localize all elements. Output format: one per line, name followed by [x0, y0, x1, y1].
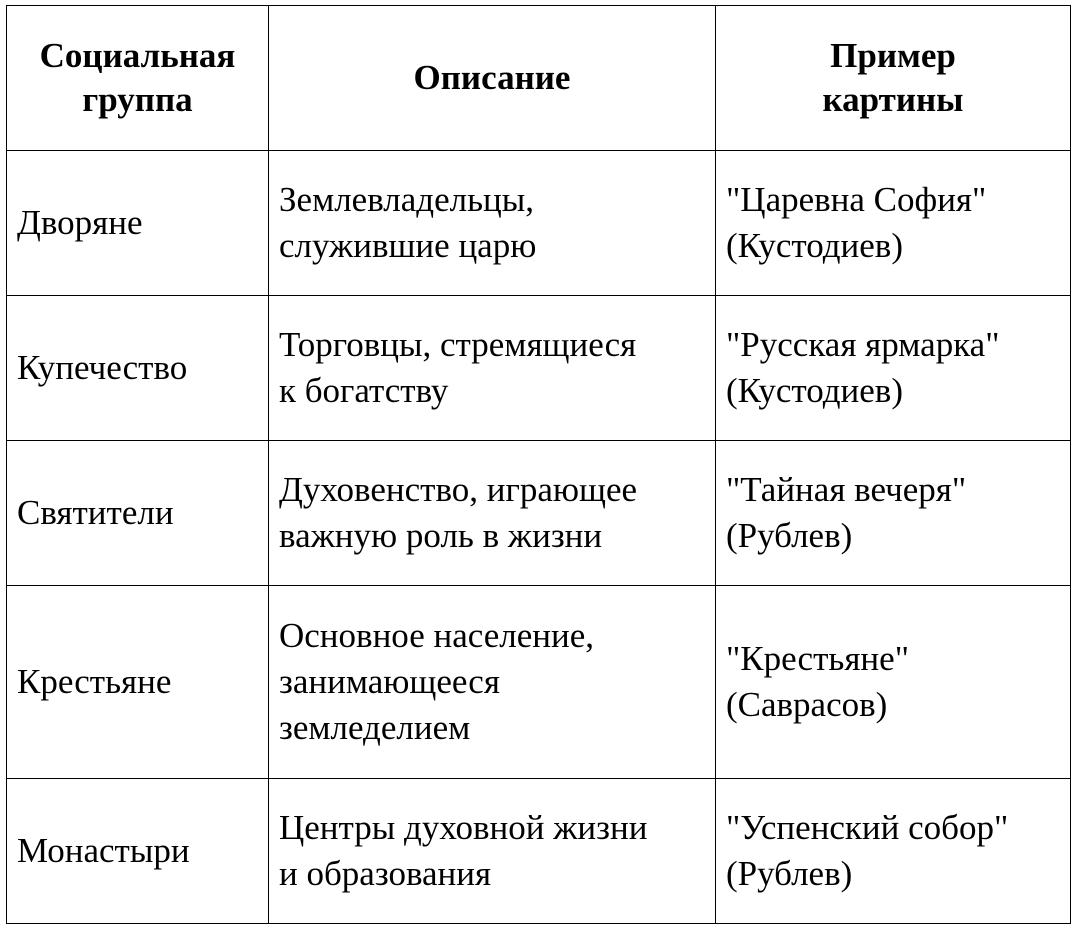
description-line: земледелием	[279, 708, 471, 747]
description-line: и образования	[279, 854, 492, 893]
table-row	[7, 586, 1071, 779]
description-line: Основное население,	[279, 616, 595, 655]
description-line: важную роль в жизни	[279, 516, 603, 555]
cell-description	[269, 296, 716, 441]
example-title: "Царевна София"	[726, 180, 987, 219]
header-social-group	[7, 6, 269, 151]
description-line: Торговцы, стремящиеся	[279, 325, 637, 364]
cell-description	[269, 586, 716, 779]
description-line: Духовенство, играющее	[279, 470, 638, 509]
description-line: занимающееся	[279, 662, 500, 701]
header-example-line-1: Пример	[830, 36, 956, 75]
description-line: служившие царю	[279, 226, 537, 265]
header-social-group-line-1: Социальная	[39, 36, 236, 75]
cell-example	[716, 296, 1071, 441]
cell-group: Крестьяне	[7, 586, 269, 779]
header-description	[269, 6, 716, 151]
cell-group: Святители	[7, 441, 269, 586]
cell-description	[269, 151, 716, 296]
example-artist: (Рублев)	[726, 516, 853, 555]
header-example-painting	[716, 6, 1071, 151]
example-artist: (Кустодиев)	[726, 371, 903, 410]
header-social-group-line-2: группа	[82, 80, 193, 119]
cell-example	[716, 586, 1071, 779]
description-line: Землевладельцы,	[279, 180, 535, 219]
cell-group: Дворяне	[7, 151, 269, 296]
table-row	[7, 779, 1071, 924]
cell-description	[269, 441, 716, 586]
table-row	[7, 296, 1071, 441]
cell-example	[716, 779, 1071, 924]
example-title: "Тайная вечеря"	[726, 470, 967, 509]
example-title: "Успенский собор"	[726, 808, 1009, 847]
cell-description	[269, 779, 716, 924]
header-description-line-1: Описание	[413, 58, 571, 97]
description-line: к богатству	[279, 371, 449, 410]
header-example-line-2: картины	[822, 80, 964, 119]
table-row	[7, 441, 1071, 586]
cell-group: Монастыри	[7, 779, 269, 924]
cell-example	[716, 151, 1071, 296]
example-artist: (Саврасов)	[726, 685, 888, 724]
example-title: "Крестьяне"	[726, 639, 909, 678]
header-row	[7, 6, 1071, 151]
description-line: Центры духовной жизни	[279, 808, 648, 847]
cell-group: Купечество	[7, 296, 269, 441]
example-artist: (Кустодиев)	[726, 226, 903, 265]
social-groups-table-wrapper	[6, 5, 1071, 924]
table-row	[7, 151, 1071, 296]
cell-example	[716, 441, 1071, 586]
example-title: "Русская ярмарка"	[726, 325, 1000, 364]
social-groups-table	[6, 5, 1071, 924]
example-artist: (Рублев)	[726, 854, 853, 893]
